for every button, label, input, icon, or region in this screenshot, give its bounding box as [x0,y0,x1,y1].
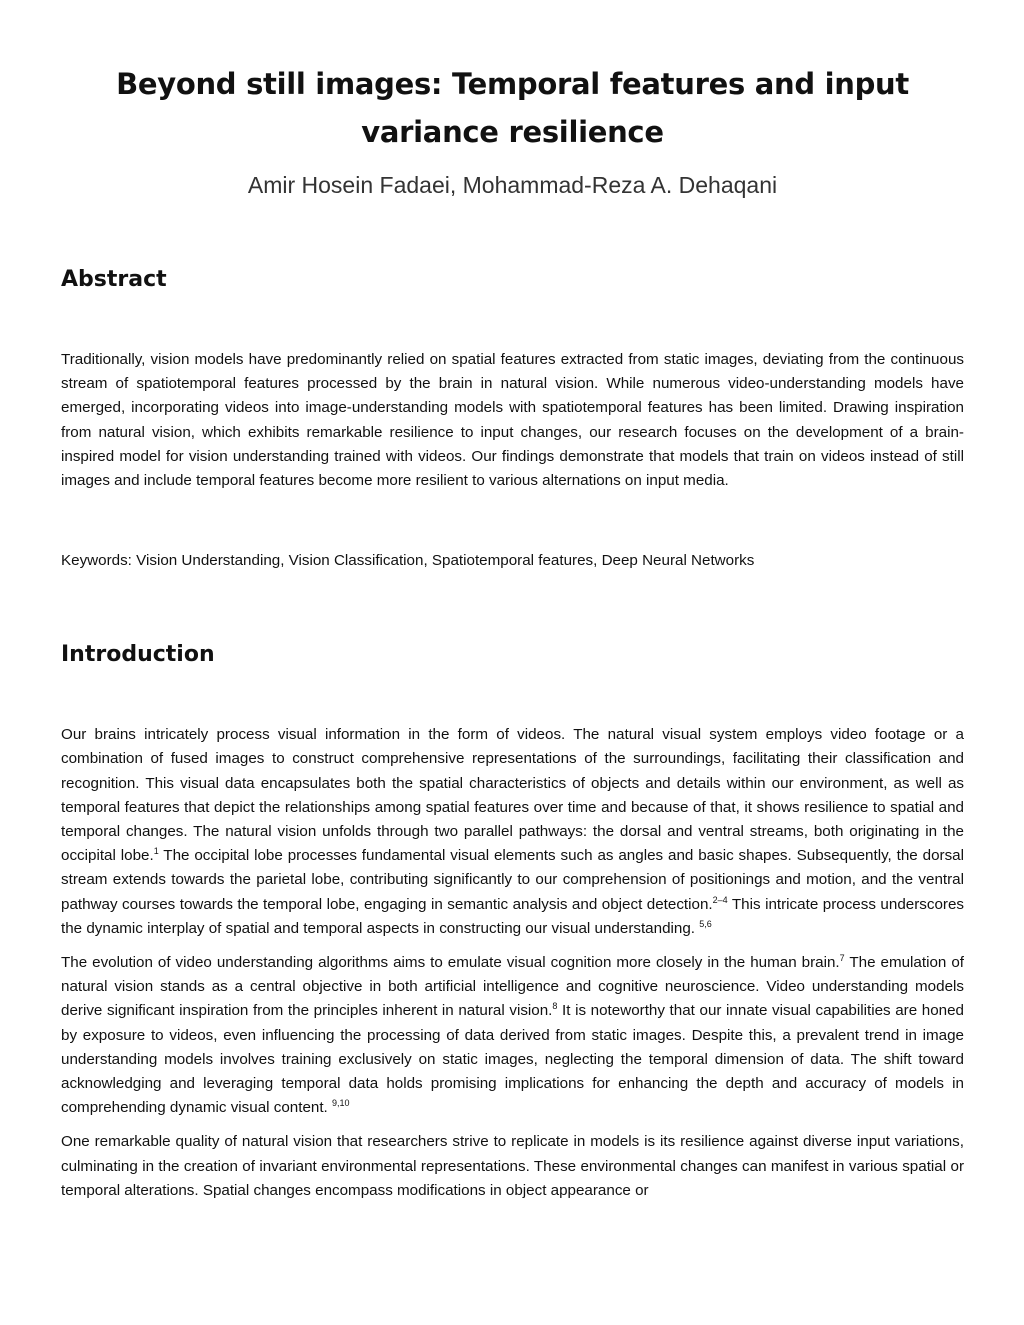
introduction-heading: Introduction [61,642,215,668]
abstract-heading: Abstract [61,267,167,292]
paragraph-text: Our brains intricately process visual information in the form of videos. The natural visual system employs video footage or a combination of fused images to construct comprehensive representations of the surroundings, facilitating their classification and recognition. This visual data encapsulates both the spatial characteristics of objects and details within our environment, as well as temporal features that depict the relationships among spatial features over time and because of that, it shows resilience to spatial and temporal changes. The natural vision unfolds through two parallel pathways: the dorsal and ventral streams, both originating in the occipital lobe. [61,726,964,865]
citation-ref: 9,10 [332,1098,350,1109]
citation-ref: 5,6 [699,918,712,929]
citation-ref: 7 [839,953,845,964]
paragraph-text: It is noteworthy that our innate visual capabilities are honed by exposure to videos, even influencing the processing of data derived from static images. Despite this, a prevalent trend in image understanding models involves training exclusively on static images, neglecting the temporal dimension of data. The shift toward acknowledging and leveraging temporal data holds promising implications for enhancing the depth and accuracy of models in comprehending dynamic visual content. [61,1002,965,1117]
author-list: Amir Hosein Fadaei, Mohammad-Reza A. Dehaqani [247,172,778,198]
keywords-line: Keywords: Vision Understanding, Vision Classification, Spatiotemporal features, Deep Neural Networks [61,552,755,570]
paper-page [61,60,964,1203]
citation-ref: 2–4 [712,894,728,905]
introduction-paragraph-1 [61,723,964,941]
introduction-paragraph-2 [61,951,964,1120]
citation-ref: 8 [552,1001,558,1012]
citation-ref: 1 [153,846,159,857]
paragraph-text: The evolution of video understanding algorithms aims to emulate visual cognition more closely in the human brain. [61,954,840,972]
paragraph-text: The emulation of natural vision stands as a central objective in both artificial intelligence and cognitive neuroscience. Video understanding models derive significant inspiration from the principles inherent in natural vision. [61,954,964,1020]
paragraph-text: The occipital lobe processes fundamental visual elements such as angles and basic shapes. Subsequently, the dorsal stream extends towards the parietal lobe, contributing significantly to our comprehension of positionings and motion, and the ventral pathway courses towards the temporal lobe, engaging in semantic analysis and object detection. [61,847,964,913]
abstract-text: Traditionally, vision models have predominantly relied on spatial features extracted from static images, deviating from the continuous stream of spatiotemporal features processed by the brain in natural vision. While numerous video-understanding models have emerged, incorporating videos into image-understanding models with spatiotemporal features has been limited. Drawing inspiration from natural vision, which exhibits remarkable resilience to input changes, our research focuses on the development of a brain-inspired model for vision understanding trained with videos. Our findings demonstrate that models that train on videos instead of still images and include temporal features become more resilient to various alternations on input media. [61,351,964,490]
paper-title: Beyond still images: Temporal features and input variance resilience [116,67,909,149]
paragraph-text: This intricate process underscores the dynamic interplay of spatial and temporal aspects in constructing our visual understanding. [61,895,965,937]
introduction-paragraph-3: One remarkable quality of natural vision that researchers strive to replicate in models is its resilience against diverse input variations, culminating in the creation of invariant environmental representations. These environmental changes can manifest in various spatial or temporal alterations. Spatial changes encompass modifications in object appearance or [61,1133,964,1199]
